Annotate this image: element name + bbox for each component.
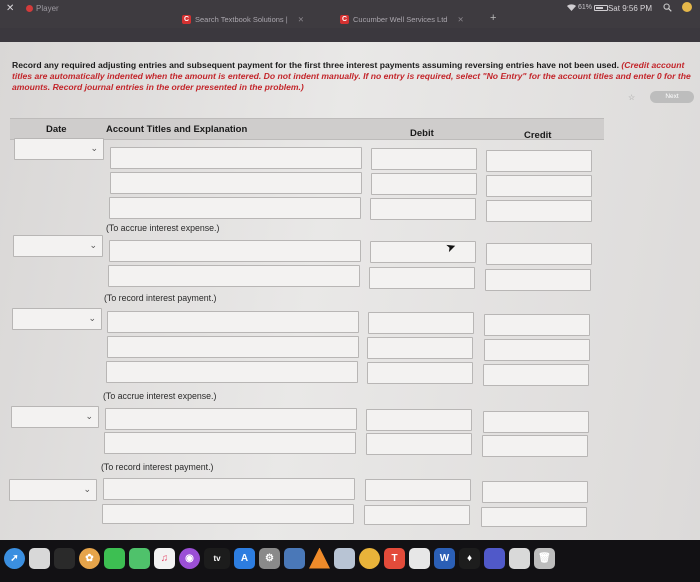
tex-icon[interactable]: T <box>384 548 405 569</box>
date-header: Date <box>46 124 67 135</box>
debit-input[interactable] <box>369 267 475 289</box>
app-label-text: Player <box>36 4 59 13</box>
chevron-down-icon: ⌄ <box>88 313 96 323</box>
entry-memo: (To record interest payment.) <box>104 293 217 303</box>
debit-input[interactable] <box>370 198 476 220</box>
account-title-input[interactable] <box>103 478 355 500</box>
wifi-icon[interactable] <box>566 3 577 14</box>
debit-input[interactable] <box>370 238 476 263</box>
close-icon[interactable]: ✕ <box>6 3 15 14</box>
entry-memo: (To accrue interest expense.) <box>103 391 217 401</box>
chegg-favicon-icon: C <box>341 15 348 23</box>
tab-close-icon[interactable]: ✕ <box>457 14 464 24</box>
macos-dock <box>0 540 700 582</box>
next-button[interactable]: Next <box>650 91 694 103</box>
credit-input[interactable] <box>486 175 592 197</box>
account-header: Account Titles and Explanation <box>106 124 248 135</box>
account-title-input[interactable] <box>110 172 362 194</box>
debit-input[interactable] <box>368 312 474 334</box>
chevron-down-icon: ⌄ <box>89 240 97 250</box>
account-title-input[interactable] <box>107 311 359 333</box>
credit-input[interactable] <box>482 481 588 503</box>
account-title-input[interactable] <box>105 408 357 430</box>
date-select[interactable] <box>11 406 99 428</box>
credit-header: Credit <box>524 130 552 141</box>
chevron-down-icon: ⌄ <box>83 484 91 494</box>
preview-photos-icon[interactable] <box>409 548 430 569</box>
app-dot-icon <box>26 5 33 12</box>
account-title-input[interactable] <box>104 432 356 454</box>
notification-center-icon[interactable] <box>682 2 692 12</box>
account-title-input[interactable] <box>109 240 361 262</box>
tv-icon[interactable]: tv <box>204 548 230 569</box>
tab-cucumber-well[interactable] <box>340 12 464 26</box>
credit-input[interactable] <box>483 364 589 386</box>
journal-table-header <box>10 118 604 140</box>
date-select[interactable] <box>14 138 104 160</box>
chevron-down-icon: ⌄ <box>90 143 98 153</box>
terminal-icon[interactable] <box>29 548 50 569</box>
debit-input[interactable] <box>365 479 471 501</box>
credit-input[interactable] <box>485 269 591 291</box>
files-icon[interactable] <box>509 548 530 569</box>
new-tab-button[interactable]: + <box>490 12 497 24</box>
credit-input[interactable] <box>484 339 590 361</box>
chevron-down-icon: ⌄ <box>85 411 93 421</box>
instructions-warning: (Credit account titles are automatically indented when the amount is entered. Do not indent manually. If no entry is required, select "No Entry" for the account titles and enter 0 for the amounts. Record journal entries in the order presented in the problem.) <box>12 60 691 92</box>
bookmarks-bar <box>0 28 700 42</box>
facetime-icon[interactable]: ✿ <box>79 548 100 569</box>
app-label <box>26 4 59 13</box>
date-select[interactable] <box>9 479 97 501</box>
teams-icon[interactable] <box>484 548 505 569</box>
facetime-video-icon[interactable] <box>129 548 150 569</box>
chegg-favicon-icon: C <box>183 15 190 23</box>
app-store-icon[interactable]: A <box>234 548 255 569</box>
browser-titlebar <box>0 0 700 28</box>
date-select[interactable] <box>12 308 102 330</box>
trash-icon[interactable]: 🗑 <box>534 548 555 569</box>
battery-percent: 61% <box>578 4 593 11</box>
tab-label: Search Textbook Solutions | <box>195 14 288 24</box>
tab-search-textbook[interactable] <box>182 12 304 26</box>
vlc-icon[interactable] <box>309 548 330 569</box>
credit-input[interactable] <box>484 314 590 336</box>
messages-icon[interactable] <box>104 548 125 569</box>
credit-input[interactable] <box>481 507 587 527</box>
debit-input[interactable] <box>367 337 473 359</box>
tab-label: Cucumber Well Services Ltd <box>353 14 448 24</box>
debit-input[interactable] <box>364 505 470 525</box>
credit-input[interactable] <box>486 243 592 265</box>
entry-memo: (To accrue interest expense.) <box>106 223 220 233</box>
menu-clock[interactable]: Sat 9:56 PM <box>607 4 652 13</box>
credit-input[interactable] <box>483 411 589 433</box>
account-title-input[interactable] <box>108 265 360 287</box>
word-icon[interactable]: W <box>434 548 455 569</box>
notes-icon[interactable]: ♦ <box>459 548 480 569</box>
account-title-input[interactable] <box>102 504 354 524</box>
credit-input[interactable] <box>486 150 592 172</box>
iphoto-icon[interactable] <box>334 548 355 569</box>
account-title-input[interactable] <box>107 336 359 358</box>
credit-input[interactable] <box>486 200 592 222</box>
preferences-icon[interactable]: ⚙ <box>259 548 280 569</box>
music-icon[interactable]: ♫ <box>154 548 175 569</box>
spotlight-search-icon[interactable] <box>663 3 672 14</box>
instructions-lead: Record any required adjusting entries and subsequent payment for the first three interest payments assuming reversing entries have not been used. <box>12 60 619 70</box>
date-select[interactable] <box>13 235 103 257</box>
account-title-input[interactable] <box>106 361 358 383</box>
debit-header: Debit <box>410 128 434 139</box>
question-page <box>0 42 700 540</box>
debit-input[interactable] <box>367 362 473 384</box>
entry-memo: (To record interest payment.) <box>101 462 214 472</box>
debit-input[interactable] <box>371 173 477 195</box>
credit-input[interactable] <box>482 435 588 457</box>
safari-icon[interactable]: ➚ <box>4 548 25 569</box>
star-icon[interactable]: ☆ <box>628 93 636 102</box>
debit-input[interactable] <box>366 409 472 431</box>
account-title-input[interactable] <box>109 197 361 219</box>
debit-input[interactable] <box>366 433 472 455</box>
mouse-cursor-icon: ➤ <box>443 238 459 256</box>
debit-input[interactable] <box>371 148 477 170</box>
preview-icon[interactable] <box>284 548 305 569</box>
chrome-icon[interactable] <box>359 548 380 569</box>
photos-icon[interactable] <box>54 548 75 569</box>
tab-close-icon[interactable]: ✕ <box>297 14 304 24</box>
podcasts-icon[interactable]: ◉ <box>179 548 200 569</box>
instructions <box>12 60 692 93</box>
account-title-input[interactable] <box>110 147 362 169</box>
